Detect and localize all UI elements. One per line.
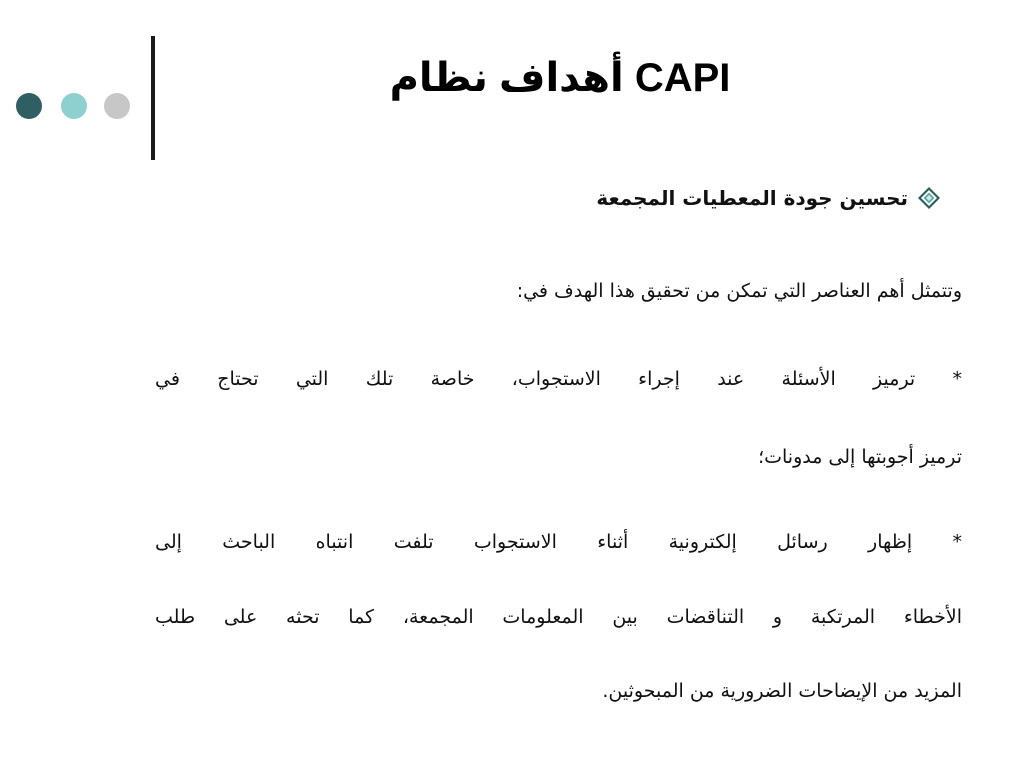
decor-dot-dark [16,93,42,119]
item-2-line-2: الأخطاء المرتكبة و التناقضات بين المعلومات المجمعة، كما تحثه على طلب [155,606,962,628]
item-2-line-1: * إظهار رسائل إلكترونية أثناء الاستجواب تلفت انتباه الباحث إلى [155,531,962,553]
item-1-line-2: ترميز أجوبتها إلى مدونات؛ [758,446,962,468]
decor-dot-gray [104,93,130,119]
decor-dot-teal [61,93,87,119]
bullet-heading [540,178,940,218]
title-divider [151,36,155,160]
slide-title: أهداف نظام CAPI [389,56,731,100]
item-1-line-1: * ترميز الأسئلة عند إجراء الاستجواب، خاصة تلك التي تحتاج في [155,368,962,390]
diamond-bullet-icon [918,187,940,209]
item-2-line-3: المزيد من الإيضاحات الضرورية من المبحوثين. [602,680,962,702]
intro-paragraph: وتتمثل أهم العناصر التي تمكن من تحقيق هذا الهدف في: [516,280,962,302]
bullet-heading-text: تحسين جودة المعطيات المجمعة [596,186,908,210]
